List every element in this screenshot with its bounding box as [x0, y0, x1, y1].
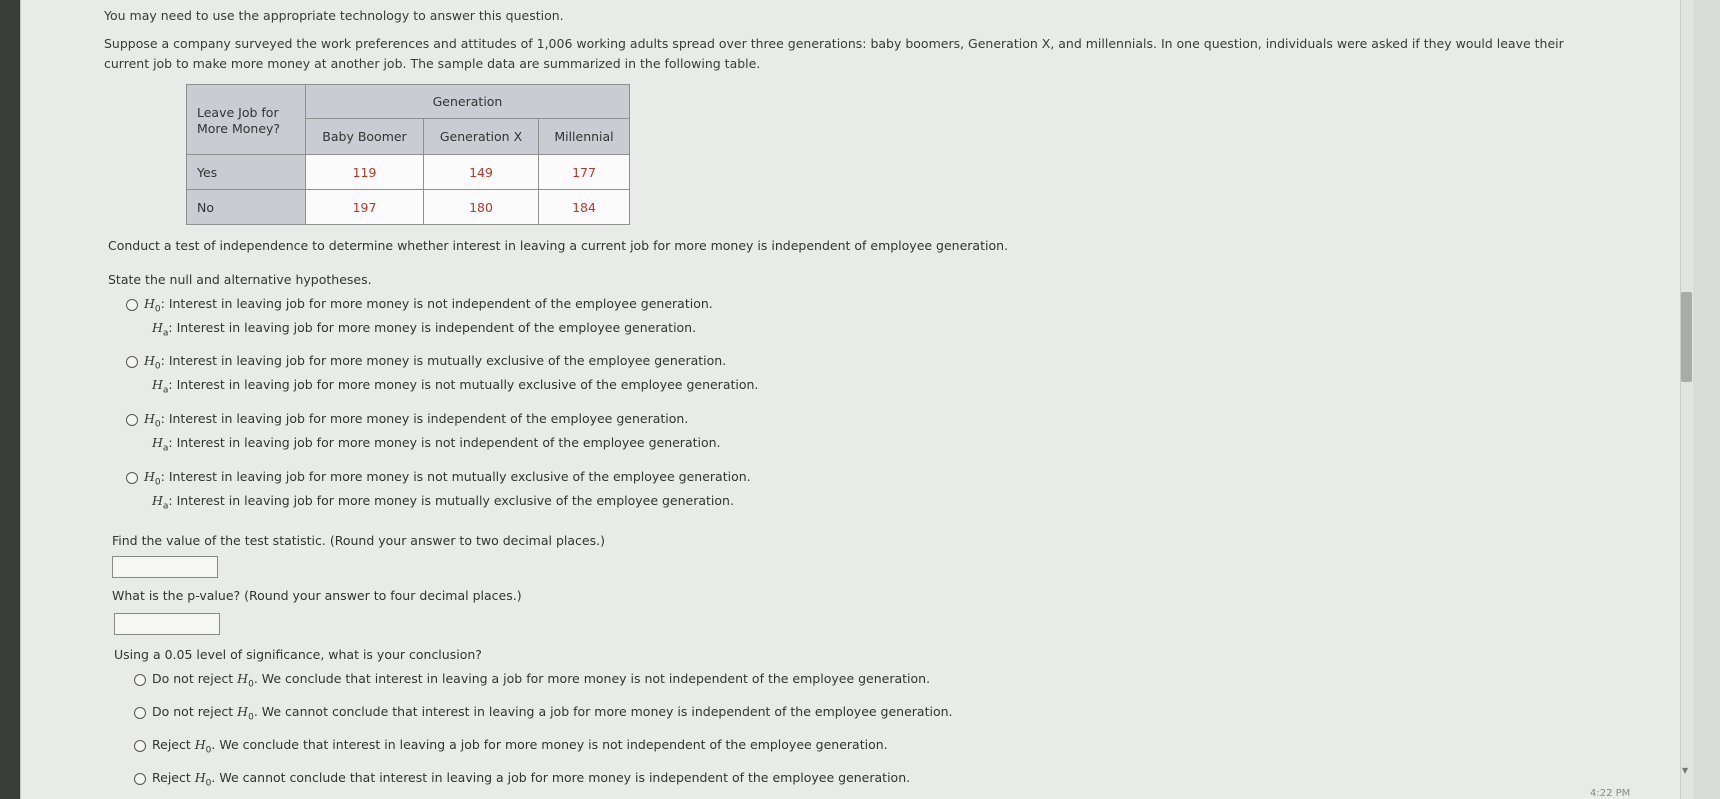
ha-text: Interest in leaving job for more money is not independent of the employee generation. — [176, 435, 721, 450]
ha-subscript: a — [162, 328, 169, 339]
conclusion-option-3-radio[interactable] — [134, 740, 146, 752]
conclusion-text: We cannot conclude that interest in leaving a job for more money is independent of the employee generation. — [219, 770, 911, 785]
ha-symbol: H — [152, 377, 163, 392]
h0-subscript: 0 — [248, 679, 254, 690]
scenario-text-line1: Suppose a company surveyed the work preferences and attitudes of 1,006 working adults spread over three generations: baby boomers, Generation X, and millennials. In one question, individuals were asked if they would leave their — [104, 36, 1564, 51]
h0-text: Interest in leaving job for more money is independent of the employee generation. — [168, 411, 689, 426]
hypothesis-option-1-ha: $H_a$: Interest in leaving job for more money is independent of the employee generation. — [152, 320, 697, 339]
h0-symbol: H — [237, 704, 249, 719]
screen-bezel — [0, 0, 20, 799]
row-header-line2: More Money? — [197, 121, 281, 136]
h0-subscript: 0 — [154, 477, 161, 488]
generation-group-header: Generation — [306, 85, 630, 119]
col-header-baby-boomer: Baby Boomer — [306, 119, 424, 155]
h0-subscript: 0 — [205, 745, 212, 756]
conclusion-option-2-label: Do not reject $H_0$. We cannot conclude that interest in leaving a job for more money is independent of the employee generation. — [152, 704, 953, 723]
h0-subscript: 0 — [248, 712, 254, 723]
h0-symbol: H — [194, 737, 206, 752]
conclusion-option-4-radio[interactable] — [134, 773, 146, 785]
test-statistic-input[interactable] — [112, 556, 218, 578]
h0-symbol: H — [194, 770, 206, 785]
hypothesis-option-4-radio[interactable] — [126, 472, 138, 484]
conclusion-option-1-radio[interactable] — [134, 674, 146, 686]
task-instruction: Conduct a test of independence to determine whether interest in leaving a current job for more money is independent of employee generation. — [108, 238, 1009, 253]
hypothesis-option-3-h0: $H_0$: Interest in leaving job for more money is independent of the employee generation. — [144, 411, 689, 430]
conclusion-action: Reject — [152, 737, 191, 752]
hypothesis-option-4-ha: $H_a$: Interest in leaving job for more money is mutually exclusive of the employee generation. — [152, 493, 734, 512]
cell-yes-millennial: 177 — [539, 155, 630, 190]
ha-text: Interest in leaving job for more money is independent of the employee generation. — [176, 320, 697, 335]
p-value-input[interactable] — [114, 613, 220, 635]
conclusion-text: We conclude that interest in leaving a job for more money is not independent of the employee generation. — [261, 671, 931, 686]
conclusion-action: Do not reject — [152, 704, 234, 719]
test-statistic-prompt: Find the value of the test statistic. (Round your answer to two decimal places.) — [112, 533, 605, 548]
conclusion-option-4-label: Reject $H_0$. We cannot conclude that interest in leaving a job for more money is independent of the employee generation. — [152, 770, 911, 789]
col-header-generation-x: Generation X — [424, 119, 539, 155]
ha-symbol: H — [152, 435, 163, 450]
scroll-down-arrow-icon[interactable]: ▼ — [1682, 766, 1689, 775]
ha-subscript: a — [162, 501, 169, 512]
conclusion-action: Do not reject — [152, 671, 234, 686]
table-row — [187, 190, 630, 225]
h0-subscript: 0 — [154, 361, 161, 372]
hypothesis-option-2-h0: $H_0$: Interest in leaving job for more money is mutually exclusive of the employee generation. — [144, 353, 727, 372]
p-value-prompt: What is the p-value? (Round your answer to four decimal places.) — [112, 588, 522, 603]
h0-text: Interest in leaving job for more money is not mutually exclusive of the employee generation. — [168, 469, 751, 484]
hypothesis-option-3-ha: $H_a$: Interest in leaving job for more money is not independent of the employee generation. — [152, 435, 721, 454]
hypothesis-option-1-radio[interactable] — [126, 299, 138, 311]
conclusion-text: We conclude that interest in leaving a job for more money is not independent of the employee generation. — [219, 737, 888, 752]
h0-symbol: H — [144, 469, 155, 484]
row-header-cell — [187, 85, 306, 155]
h0-symbol: H — [144, 411, 155, 426]
conclusion-text: We cannot conclude that interest in leaving a job for more money is independent of the employee generation. — [261, 704, 953, 719]
h0-subscript: 0 — [205, 778, 212, 789]
cell-yes-baby-boomer: 119 — [306, 155, 424, 190]
row-header-line1: Leave Job for — [197, 105, 279, 120]
h0-symbol: H — [144, 296, 155, 311]
taskbar-clock: 4:22 PM — [1590, 788, 1631, 799]
ha-text: Interest in leaving job for more money is not mutually exclusive of the employee generation. — [176, 377, 759, 392]
h0-text: Interest in leaving job for more money is not independent of the employee generation. — [168, 296, 713, 311]
h0-text: Interest in leaving job for more money is mutually exclusive of the employee generation. — [168, 353, 727, 368]
hypothesis-option-4-h0: $H_0$: Interest in leaving job for more money is not mutually exclusive of the employee generation. — [144, 469, 751, 488]
hypothesis-option-1-h0: $H_0$: Interest in leaving job for more money is not independent of the employee generation. — [144, 296, 713, 315]
ha-subscript: a — [162, 443, 169, 454]
ha-subscript: a — [162, 385, 169, 396]
cell-no-baby-boomer: 197 — [306, 190, 424, 225]
hypothesis-option-2-ha: $H_a$: Interest in leaving job for more money is not mutually exclusive of the employee generation. — [152, 377, 759, 396]
conclusion-option-2-radio[interactable] — [134, 707, 146, 719]
scrollbar[interactable] — [1680, 0, 1693, 799]
row-label-no: No — [187, 190, 306, 225]
ha-text: Interest in leaving job for more money is mutually exclusive of the employee generation. — [176, 493, 734, 508]
conclusion-action: Reject — [152, 770, 191, 785]
scrollbar-thumb[interactable] — [1681, 292, 1692, 382]
h0-symbol: H — [144, 353, 155, 368]
cell-no-millennial: 184 — [539, 190, 630, 225]
conclusion-option-1-label: Do not reject $H_0$. We conclude that interest in leaving a job for more money is not independent of the employee generation. — [152, 671, 931, 690]
hypotheses-prompt: State the null and alternative hypotheses. — [108, 272, 372, 287]
technology-notice: You may need to use the appropriate technology to answer this question. — [104, 8, 564, 23]
col-header-millennial: Millennial — [539, 119, 630, 155]
scenario-text-line2: current job to make more money at another job. The sample data are summarized in the following table. — [104, 56, 761, 71]
row-label-yes: Yes — [187, 155, 306, 190]
conclusion-prompt: Using a 0.05 level of significance, what is your conclusion? — [114, 647, 482, 662]
table-row — [187, 155, 630, 190]
ha-symbol: H — [152, 320, 163, 335]
conclusion-option-3-label: Reject $H_0$. We conclude that interest in leaving a job for more money is not independent of the employee generation. — [152, 737, 888, 756]
survey-data-table — [186, 84, 630, 225]
cell-yes-generation-x: 149 — [424, 155, 539, 190]
h0-subscript: 0 — [154, 304, 161, 315]
ha-symbol: H — [152, 493, 163, 508]
h0-symbol: H — [237, 671, 249, 686]
hypothesis-option-3-radio[interactable] — [126, 414, 138, 426]
h0-subscript: 0 — [154, 419, 161, 430]
cell-no-generation-x: 180 — [424, 190, 539, 225]
hypothesis-option-2-radio[interactable] — [126, 356, 138, 368]
